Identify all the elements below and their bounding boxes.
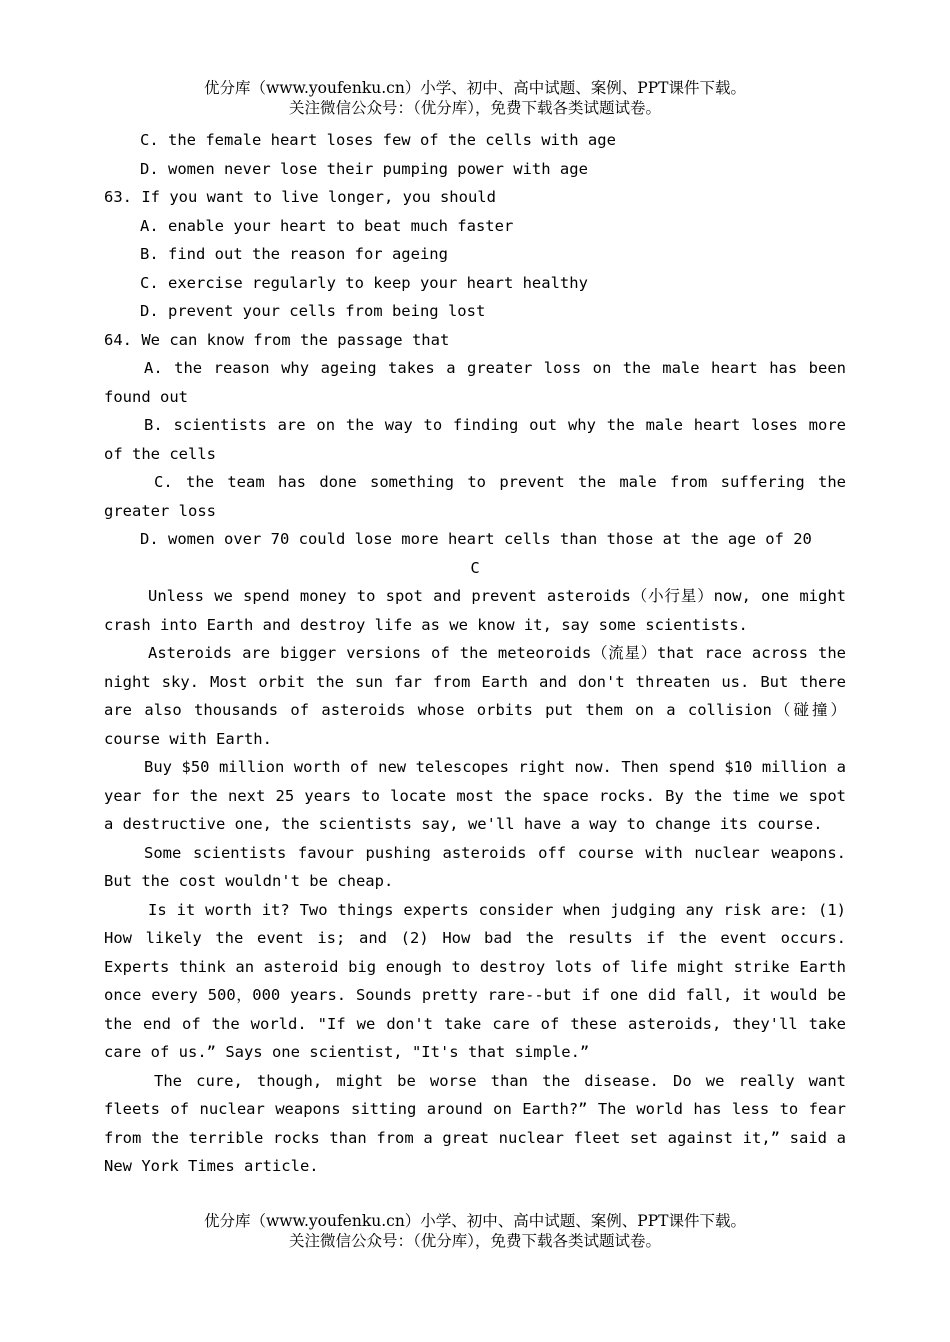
q62-option-c: C. the female heart loses few of the cells with age <box>140 131 616 149</box>
q63-stem: 63. If you want to live longer, you should <box>104 188 496 206</box>
q64-option-d: D. women over 70 could lose more heart cells than those at the age of 20 <box>140 530 812 548</box>
footer-line-2: 关注微信公众号：（优分库），免费下载各类试题试卷。 <box>288 1232 661 1250</box>
q64-option-b: B. scientists are on the way to finding out why the male heart loses more of the cells <box>104 416 846 463</box>
q64-option-c: C. the team has done something to prevent the male from suffering the greater loss <box>104 473 846 520</box>
passage-label: C <box>470 558 480 577</box>
passage-paragraph-6: The cure, though, might be worse than the disease. Do we really want fleets of nuclear weapons sitting around on Earth?” The world has less to fear from the terrible rocks than from a great nuclear fleet set against it,” said a New York Times article. <box>104 1071 846 1175</box>
header-line-1: 优分库（www.youfenku.cn）小学、初中、高中试题、案例、PPT课件下载。 <box>203 79 747 97</box>
q63-option-a: A. enable your heart to beat much faster <box>140 216 514 235</box>
q62-option-d: D. women never lose their pumping power with age <box>140 159 588 178</box>
q63-option-d: D. prevent your cells from being lost <box>140 302 486 320</box>
q64-option-a: A. the reason why ageing takes a greater loss on the male heart has been found out <box>104 359 846 406</box>
passage-paragraph-3: Buy $50 million worth of new telescopes right now. Then spend $10 million a year for the next 25 years to locate most the space rocks. By the time we spot a destructive one, the scientists say, we'll have a way to change its course. <box>104 758 846 833</box>
q63-option-c: C. exercise regularly to keep your heart healthy <box>140 273 588 292</box>
passage-paragraph-1: Unless we spend money to spot and prevent asteroids（小行星）now, one might crash into Earth and destroy life as we know it, say some scientists. <box>104 587 846 634</box>
q63-option-b: B. find out the reason for ageing <box>140 245 448 263</box>
q64-stem: 64. We can know from the passage that <box>104 330 450 349</box>
passage-paragraph-4: Some scientists favour pushing asteroids off course with nuclear weapons. But the cost wouldn't be cheap. <box>104 843 846 890</box>
passage-paragraph-5: Is it worth it? Two things experts consider when judging any risk are: (1) How likely the event is; and (2) How bad the results if the event occurs. Experts think an asteroid big enough to destroy lots of life might strike Earth once every 500，000 years. Sounds pretty rare--but if one did fall, it would be the end of the world. "If we don't take care of these asteroids, they'll take care of us.” Says one scientist, "It's that simple.” <box>104 900 846 1061</box>
document-body <box>104 126 846 1181</box>
passage-paragraph-2: Asteroids are bigger versions of the meteoroids（流星）that race across the night sky. Most orbit the sun far from Earth and don't threaten us. But there are also thousands of asteroids whose orbits put them on a collision（碰撞）course with Earth. <box>104 644 846 748</box>
header-line-2: 关注微信公众号：（优分库），免费下载各类试题试卷。 <box>288 99 661 117</box>
footer-line-1: 优分库（www.youfenku.cn）小学、初中、高中试题、案例、PPT课件下载。 <box>203 1212 747 1230</box>
